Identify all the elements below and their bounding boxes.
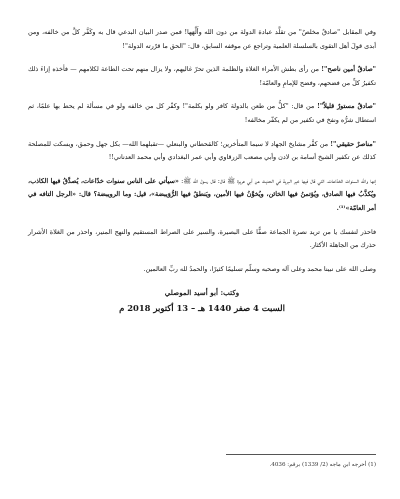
paragraph xyxy=(28,226,376,253)
signature-block xyxy=(28,286,376,316)
document-body xyxy=(28,26,376,316)
paragraph-heading: "صادقٌ مستورٌ قليلاً"! xyxy=(317,102,376,111)
paragraph-text: من قال: "كلُّ من طعن بالدولة كافر ولو بكلمة"! وكفّر كل من خالفه ولو في مسألة لم يحط بها علمًا، ثم استطال شرُّه ونفخ في تكفير من لم يكفّر مخالفه! xyxy=(28,102,376,124)
paragraph-text: وصلى الله على نبينا محمد وعلى آله وصحبه وسلّم تسليمًا كثيرًا، والحمدُ لله ربِّ العالمين. xyxy=(143,264,376,273)
signature-date: السبت 4 صفر 1440 هـ – 13 أكتوبر 2018 م xyxy=(119,303,285,314)
paragraph xyxy=(28,63,376,90)
paragraph xyxy=(28,175,376,216)
paragraph-heading: "مناصرٌ حقيقي"! xyxy=(330,139,376,148)
paragraph-text: من رأى بطش الأمراء الغلاة والظلمة الذين تحرّ غاليهم، ولا يزال منهم تحت الطاعة لكلامهم — فأخذه إزاءَ ذلك تكفيرُ كلِّ من فضحهم، وفضح للإمامِ والعامّة! xyxy=(28,65,376,87)
footnote-divider xyxy=(226,454,376,455)
paragraph-heading: "صادقٌ أمين ناصح"! xyxy=(321,65,376,74)
paragraph-text: من كفَّر مشايخ الجهاد لا سيما المتأخرين؛ كالقحطاني والبنعلي —تقبلهما الله— بكل جهل وحمق، ويسكت للمصلحة كذلك عن تكفير الشيخ أسامة بن لادن وأبي مصعب الزرقاوي وأبي عمر البغدادي وأبي محمد العدناني!! xyxy=(28,139,376,162)
paragraph xyxy=(28,263,376,277)
paragraph xyxy=(28,26,376,53)
paragraph-text: وفي المقابل "صادقٌ مخلصٌ" من تقلَّد عبادة الدولة من دون الله وأَلَّهَها! فمن صدر البيان البدعي قال به وكَفَّر كلَّ من خالفه، ومن أبدى قولَ أهل التقوى بالسلسلة العلمية وتراجع عن موقفه السابق، قال: "الحق ما قرّرته الدولة"! xyxy=(28,28,376,50)
paragraph-text: فاحذر لنفسك يا من تريد نصرة الجماعة صفًّا على البصيرة، والسير على الصراط المستقيم والنهج المنير، واحذر من الغلاة الأشرار حذرك من الجاهلة الأكثار. xyxy=(28,227,376,250)
footnote: (1) أخرجه ابن ماجه (2/ 1339) برقم: 4036. xyxy=(269,462,376,468)
signature-author: وكتب: أبو أسيد الموصلي xyxy=(164,288,240,298)
paragraph-text: إنها والله السنوات الخدّاعات، التي قال فيها خير البرية في الحديث عن أبي هريرة ﷺ قال: قال رسول الله ﷺ: xyxy=(178,176,376,185)
paragraph xyxy=(28,100,376,127)
paragraph xyxy=(28,138,376,165)
hadith-quote: «سيأتي على الناس سنوات خدّاعات، يُصدَّقُ فيها الكاذب، ويُكذَّبُ فيها الصادق، ويُؤتمنُ فيها الخائن، ويُخوَّنُ فيها الأمين، ويَنطقُ فيها الرُّوَيبضة»، قيل: وما الرويبضة؟ قال: «الرجل التافه في أمر العامّة»⁽¹⁾. xyxy=(28,176,376,212)
